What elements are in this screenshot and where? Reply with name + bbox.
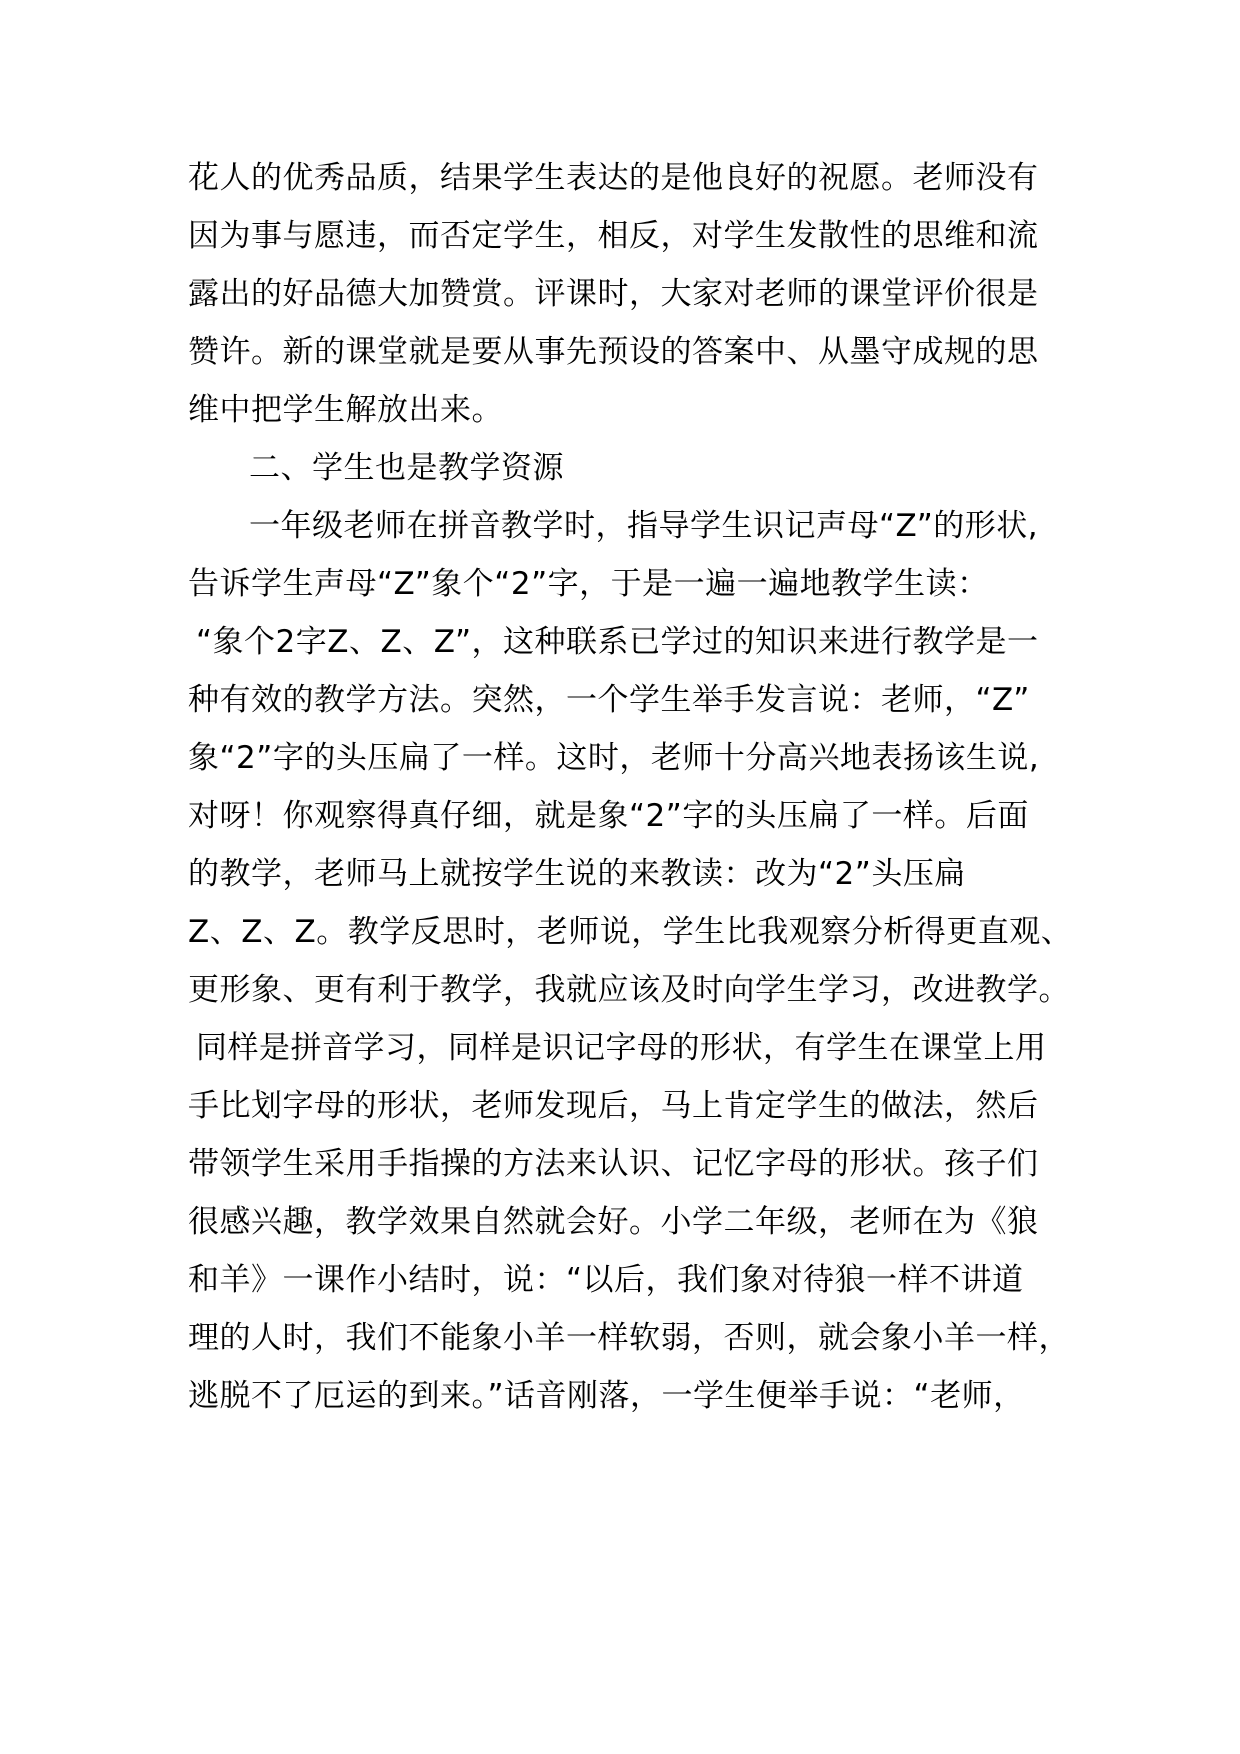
paragraph-line: 种有效的教学方法。突然，一个学生举手发言说：老师，“Z” — [188, 682, 1030, 718]
paragraph-line: “象个2字Z、Z、Z”，这种联系已学过的知识来进行教学是一 — [196, 624, 1039, 660]
paragraph-line: 对呀！你观察得真仔细，就是象“2”字的头压扁了一样。后面 — [188, 798, 1029, 834]
paragraph-line: 更形象、更有利于教学，我就应该及时向学生学习，改进教学。 — [188, 972, 1070, 1008]
paragraph-line: 告诉学生声母“Z”象个“2”字，于是一遍一遍地教学生读： — [188, 566, 989, 602]
paragraph-line: 很感兴趣，教学效果自然就会好。小学二年级，老师在为《狼 — [188, 1204, 1039, 1240]
paragraph-line: 赞许。新的课堂就是要从事先预设的答案中、从墨守成规的思 — [188, 334, 1039, 370]
paragraph-line: Z、Z、Z。教学反思时，老师说，学生比我观察分析得更直观、 — [188, 914, 1073, 950]
paragraph-line: 露出的好品德大加赞赏。评课时，大家对老师的课堂评价很是 — [188, 276, 1039, 312]
paragraph-line: 同样是拼音学习，同样是识记字母的形状，有学生在课堂上用 — [196, 1030, 1047, 1066]
paragraph-line: 因为事与愿违，而否定学生，相反，对学生发散性的思维和流 — [188, 218, 1039, 254]
paragraph-line: 象“2”字的头压扁了一样。这时，老师十分高兴地表扬该生说, — [188, 740, 1040, 776]
paragraph-line: 花人的优秀品质，结果学生表达的是他良好的祝愿。老师没有 — [188, 160, 1039, 196]
paragraph-line: 逃脱不了厄运的到来。”话音刚落，一学生便举手说：“老师， — [188, 1378, 1025, 1414]
paragraph-line: 手比划字母的形状，老师发现后，马上肯定学生的做法，然后 — [188, 1088, 1039, 1124]
section-heading: 二、学生也是教学资源 — [249, 450, 564, 486]
paragraph-line: 带领学生采用手指操的方法来认识、记忆字母的形状。孩子们 — [188, 1146, 1039, 1182]
paragraph-line: 一年级老师在拼音教学时，指导学生识记声母“Z”的形状, — [249, 508, 1039, 544]
paragraph-line: 理的人时，我们不能象小羊一样软弱，否则，就会象小羊一样， — [188, 1320, 1070, 1356]
paragraph-line: 的教学，老师马上就按学生说的来教读：改为“2”头压扁 — [188, 856, 966, 892]
paragraph-line: 维中把学生解放出来。 — [188, 392, 503, 428]
paragraph-line: 和羊》一课作小结时，说：“以后，我们象对待狼一样不讲道 — [188, 1262, 1024, 1298]
